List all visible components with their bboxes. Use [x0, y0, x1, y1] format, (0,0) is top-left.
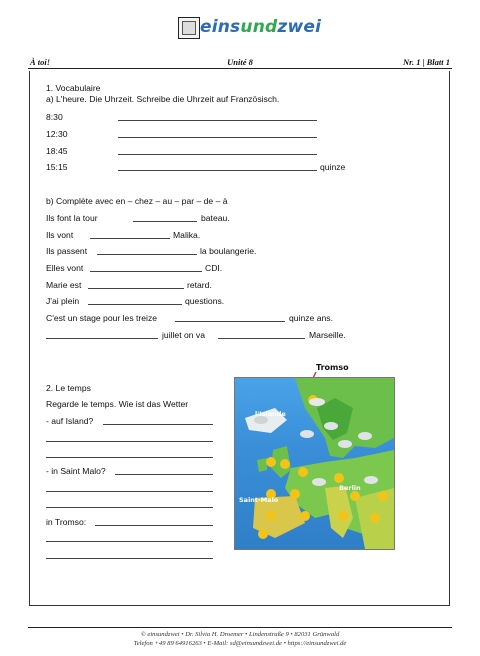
header-right: Nr. 1 | Blatt 1: [403, 57, 450, 67]
section2-title: 2. Le temps: [46, 383, 91, 393]
sentence-start: J'ai plein: [46, 296, 80, 306]
question-island: - auf Island?: [46, 416, 94, 426]
sentence-end: CDI.: [205, 263, 223, 273]
europe-map-icon: [235, 378, 394, 549]
answer-line[interactable]: [46, 338, 158, 339]
sentence-end: bateau.: [201, 213, 230, 223]
answer-line[interactable]: [90, 271, 202, 272]
sentence-end: retard.: [187, 280, 212, 290]
tromso-label: Tromso: [316, 363, 349, 372]
sentence-end: Malika.: [173, 230, 201, 240]
answer-line[interactable]: [118, 154, 317, 155]
sentence-start: Marie est: [46, 280, 82, 290]
question-saint-malo: - in Saint Malo?: [46, 466, 106, 476]
sentence-end: questions.: [185, 296, 225, 306]
sentence-start: Ils vont: [46, 230, 74, 240]
header-divider: [28, 68, 452, 69]
sentence-end: la boulangerie.: [200, 246, 257, 256]
answer-line[interactable]: [46, 441, 213, 442]
footer-divider: [28, 627, 452, 628]
answer-line[interactable]: [118, 170, 317, 171]
time-label: 15:15: [46, 162, 68, 172]
answer-line[interactable]: [46, 558, 213, 559]
answer-line[interactable]: [97, 254, 197, 255]
sentence-middle: juillet on va: [162, 330, 205, 340]
logo-icon: [178, 17, 200, 39]
header-left: À toi!: [30, 57, 51, 67]
section1-instruction-b: b) Complète avec en – chez – au – par – de – à: [46, 196, 228, 206]
map-label-saint-malo: Saint-Malo: [239, 496, 279, 504]
question-tromso: in Tromso:: [46, 517, 87, 527]
map-label-berlin: Berlin: [339, 484, 361, 492]
section2-instruction: Regarde le temps. Wie ist das Wetter: [46, 399, 189, 409]
answer-line[interactable]: [133, 221, 197, 222]
sentence-start: Ils font la tour: [46, 213, 98, 223]
sentence-start: C'est un stage pour les treize: [46, 313, 158, 323]
sentence-end: quinze ans.: [289, 313, 333, 323]
header-center: Unité 8: [227, 57, 253, 67]
section1-instruction-a: a) L'heure. Die Uhrzeit. Schreibe die Uhrzeit auf Französisch.: [46, 94, 280, 104]
answer-line[interactable]: [88, 304, 182, 305]
answer-line[interactable]: [118, 120, 317, 121]
answer-line[interactable]: [46, 541, 213, 542]
time-label: 12:30: [46, 129, 68, 139]
answer-line[interactable]: [115, 474, 213, 475]
answer-line[interactable]: [95, 525, 213, 526]
answer-line[interactable]: [218, 338, 305, 339]
time-label: 8:30: [46, 112, 63, 122]
answer-line[interactable]: [46, 491, 213, 492]
footer-line-1: © einsundzwei • Dr. Silvia H. Droemer • Lindenstraße 9 • 82031 Grünwald: [140, 631, 340, 638]
answer-line[interactable]: [46, 507, 213, 508]
logo-text: einsundzwei: [200, 17, 322, 37]
answer-hint: quinze: [320, 162, 346, 172]
answer-line[interactable]: [175, 321, 285, 322]
sentence-end: Marseille.: [309, 330, 346, 340]
footer-line-2: Telefon +49 89 64916263 • E-Mail: sd@einsundzwei.de • https://einsundzwei.de: [133, 640, 347, 647]
sentence-start: Ils passent: [46, 246, 88, 256]
answer-line[interactable]: [103, 424, 213, 425]
weather-map: [234, 377, 395, 550]
answer-line[interactable]: [88, 288, 184, 289]
answer-line[interactable]: [46, 457, 213, 458]
answer-line[interactable]: [90, 238, 170, 239]
sentence-start: Elles vont: [46, 263, 84, 273]
section1-title: 1. Vocabulaire: [46, 83, 101, 93]
map-label-island: l'Islande: [255, 410, 286, 418]
answer-line[interactable]: [118, 137, 317, 138]
time-label: 18:45: [46, 146, 68, 156]
